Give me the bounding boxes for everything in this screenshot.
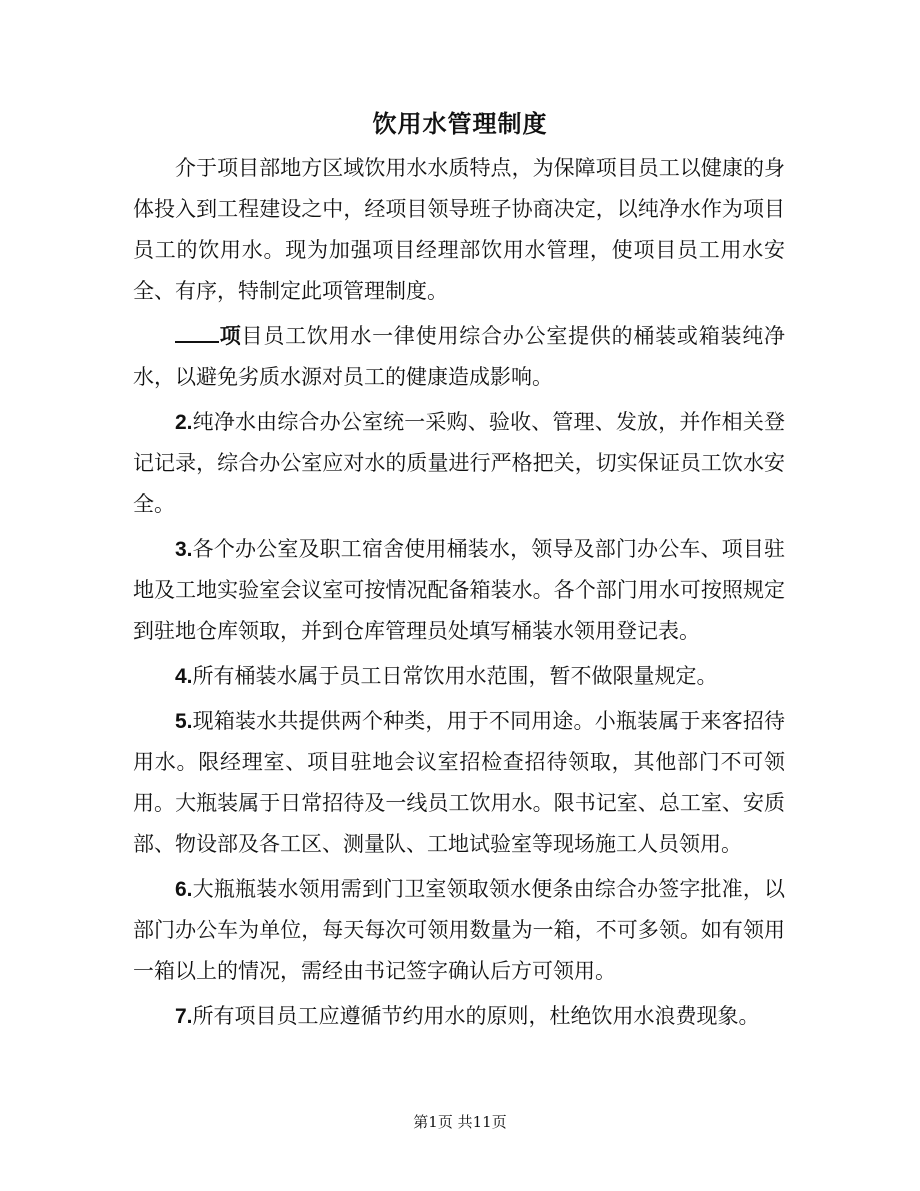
item-2-text: 纯净水由综合办公室统一采购、验收、管理、发放，并作相关登记记录，综合办公室应对水的质量进行严格把关，切实保证员工饮水安全。 — [133, 410, 785, 516]
item-5-paragraph — [133, 701, 785, 865]
item-7-text: 所有项目员工应遵循节约用水的原则，杜绝饮用水浪费现象。 — [192, 1004, 760, 1028]
item-6-number: 6. — [175, 878, 193, 901]
item-4-number: 4. — [175, 665, 193, 688]
intro-paragraph: 介于项目部地方区域饮用水水质特点，为保障项目员工以健康的身体投入到工程建设之中，经项目领导班子协商决定，以纯净水作为项目员工的饮用水。现为加强项目经理部饮用水管理，使项目员工用水安全、有序，特制定此项管理制度。 — [133, 156, 785, 303]
document-body — [133, 148, 785, 1041]
item-1-paragraph — [133, 316, 785, 398]
item-1-lead: 项 — [219, 324, 242, 348]
item-2-paragraph — [133, 402, 785, 525]
item-7-number: 7. — [175, 1005, 193, 1028]
item-6-paragraph — [133, 869, 785, 992]
item-4-text: 所有桶装水属于员工日常饮用水范围，暂不做限量规定。 — [192, 664, 718, 688]
item-7-paragraph — [133, 996, 785, 1037]
item-5-number: 5. — [175, 710, 193, 733]
blank-underline — [175, 319, 219, 343]
item-6-text: 大瓶瓶装水领用需到门卫室领取领水便条由综合办签字批准，以部门办公车为单位，每天每次可领用数量为一箱，不可多领。如有领用一箱以上的情况，需经由书记签字确认后方可领用。 — [133, 877, 785, 983]
item-1-text: 目员工饮用水一律使用综合办公室提供的桶装或箱装纯净水，以避免劣质水源对员工的健康造成影响。 — [133, 324, 786, 389]
document-title: 饮用水管理制度 — [372, 110, 548, 138]
item-5-text: 现箱装水共提供两个种类，用于不同用途。小瓶装属于来客招待用水。限经理室、项目驻地会议室招检查招待领取，其他部门不可领用。大瓶装属于日常招待及一线员工饮用水。限书记室、总工室、安质部、物设部及各工区、测量队、工地试验室等现场施工人员领用。 — [133, 709, 785, 856]
item-4-paragraph — [133, 656, 785, 697]
item-3-paragraph — [133, 529, 785, 652]
page-footer: 第1页 共11页 — [413, 1113, 507, 1131]
item-3-text: 各个办公室及职工宿舍使用桶装水，领导及部门办公车、项目驻地及工地实验室会议室可按情况配备箱装水。各个部门用水可按照规定到驻地仓库领取，并到仓库管理员处填写桶装水领用登记表。 — [133, 537, 785, 643]
item-3-number: 3. — [175, 538, 193, 561]
item-2-number: 2. — [175, 411, 193, 434]
